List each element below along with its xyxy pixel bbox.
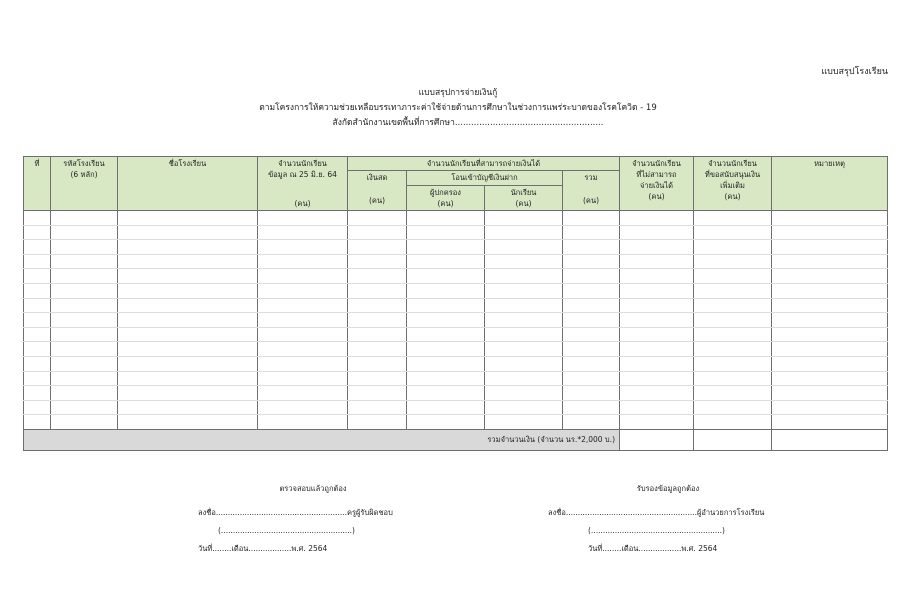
table-cell[interactable] [694, 386, 772, 401]
total-cell[interactable] [620, 429, 694, 450]
table-cell[interactable] [563, 254, 620, 269]
table-cell[interactable] [407, 400, 485, 415]
table-cell[interactable] [485, 211, 563, 226]
table-cell[interactable] [772, 342, 888, 357]
table-cell[interactable] [24, 400, 51, 415]
table-cell[interactable] [51, 400, 118, 415]
table-cell[interactable] [118, 327, 258, 342]
table-cell[interactable] [485, 298, 563, 313]
table-cell[interactable] [407, 225, 485, 240]
table-cell[interactable] [620, 269, 694, 284]
table-cell[interactable] [348, 269, 407, 284]
header-no: ที่ [24, 157, 51, 211]
table-cell[interactable] [24, 342, 51, 357]
table-cell[interactable] [694, 254, 772, 269]
table-cell[interactable] [407, 415, 485, 430]
table-cell[interactable] [772, 283, 888, 298]
table-cell[interactable] [348, 298, 407, 313]
table-cell[interactable] [24, 327, 51, 342]
table-cell[interactable] [258, 356, 348, 371]
table-cell[interactable] [348, 342, 407, 357]
table-cell[interactable] [258, 211, 348, 226]
table-cell[interactable] [118, 371, 258, 386]
table-cell[interactable] [620, 415, 694, 430]
table-cell[interactable] [563, 298, 620, 313]
table-cell[interactable] [348, 313, 407, 328]
table-cell[interactable] [407, 342, 485, 357]
table-cell[interactable] [694, 327, 772, 342]
page-subtitle: ตามโครงการให้ความช่วยเหลือบรรเทาภาระค่าใช้จ่ายด้านการศึกษาในช่วงการแพร่ระบาดของโรคโควิด - 19 [259, 103, 657, 113]
table-cell[interactable] [348, 283, 407, 298]
table-cell[interactable] [694, 371, 772, 386]
signature-block-left [198, 480, 428, 558]
table-cell[interactable] [694, 298, 772, 313]
header-extra: จำนวนนักเรียน ที่ขอสนับสนุนเงิน เพิ่มเติม (คน) [694, 157, 772, 211]
table-cell[interactable] [407, 371, 485, 386]
table-cell[interactable] [620, 225, 694, 240]
table-cell[interactable] [485, 254, 563, 269]
table-cell[interactable] [407, 313, 485, 328]
table-cell[interactable] [51, 298, 118, 313]
total-cell[interactable] [694, 429, 772, 450]
table-cell[interactable] [694, 415, 772, 430]
total-row [24, 429, 888, 450]
table-cell[interactable] [24, 298, 51, 313]
table-cell[interactable] [51, 327, 118, 342]
table-cell[interactable] [118, 211, 258, 226]
table-cell[interactable] [772, 225, 888, 240]
table-cell[interactable] [51, 269, 118, 284]
table-cell[interactable] [485, 356, 563, 371]
total-label: รวมจำนวนเงิน (จำนวน นร.*2,000 บ.) [24, 429, 620, 450]
table-cell[interactable] [258, 254, 348, 269]
table-cell[interactable] [620, 400, 694, 415]
table-cell[interactable] [620, 283, 694, 298]
table-cell[interactable] [407, 356, 485, 371]
table-cell[interactable] [118, 356, 258, 371]
table-cell[interactable] [258, 400, 348, 415]
table-cell[interactable] [620, 371, 694, 386]
table-cell[interactable] [563, 240, 620, 255]
table-cell[interactable] [485, 313, 563, 328]
table-cell[interactable] [563, 371, 620, 386]
table-cell[interactable] [620, 254, 694, 269]
table-cell[interactable] [694, 225, 772, 240]
table-cell[interactable] [24, 225, 51, 240]
table-cell[interactable] [24, 211, 51, 226]
table-cell[interactable] [51, 283, 118, 298]
table-row [24, 269, 888, 284]
table-cell[interactable] [485, 327, 563, 342]
name-line: (.......................................................) [588, 526, 725, 535]
table-cell[interactable] [51, 225, 118, 240]
table-cell[interactable] [258, 327, 348, 342]
table-cell[interactable] [24, 269, 51, 284]
table-cell[interactable] [485, 225, 563, 240]
table-cell[interactable] [694, 283, 772, 298]
table-cell[interactable] [24, 254, 51, 269]
table-cell[interactable] [118, 415, 258, 430]
table-cell[interactable] [24, 240, 51, 255]
table-row [24, 342, 888, 357]
table-cell[interactable] [694, 356, 772, 371]
table-cell[interactable] [258, 313, 348, 328]
table-cell[interactable] [772, 400, 888, 415]
table-cell[interactable] [407, 269, 485, 284]
table-cell[interactable] [118, 269, 258, 284]
table-cell[interactable] [118, 283, 258, 298]
table-cell[interactable] [407, 298, 485, 313]
table-cell[interactable] [620, 386, 694, 401]
page-title: แบบสรุปการจ่ายเงินกู้ [418, 88, 498, 98]
table-cell[interactable] [51, 415, 118, 430]
table-cell[interactable] [772, 356, 888, 371]
table-cell[interactable] [24, 283, 51, 298]
table-cell[interactable] [772, 211, 888, 226]
verify-heading: ตรวจสอบแล้วถูกต้อง [279, 484, 347, 493]
table-cell[interactable] [485, 269, 563, 284]
table-cell[interactable] [485, 342, 563, 357]
table-cell[interactable] [563, 225, 620, 240]
table-cell[interactable] [118, 386, 258, 401]
table-cell[interactable] [258, 342, 348, 357]
table-cell[interactable] [348, 386, 407, 401]
table-cell[interactable] [118, 254, 258, 269]
table-cell[interactable] [563, 386, 620, 401]
table-cell[interactable] [772, 327, 888, 342]
table-cell[interactable] [24, 371, 51, 386]
table-cell[interactable] [348, 415, 407, 430]
table-cell[interactable] [485, 415, 563, 430]
table-row [24, 371, 888, 386]
table-cell[interactable] [51, 342, 118, 357]
table-cell[interactable] [407, 240, 485, 255]
table-cell[interactable] [563, 327, 620, 342]
table-row [24, 283, 888, 298]
table-cell[interactable] [51, 211, 118, 226]
table-cell[interactable] [118, 313, 258, 328]
table-cell[interactable] [772, 371, 888, 386]
table-cell[interactable] [485, 400, 563, 415]
table-cell[interactable] [258, 269, 348, 284]
table-row [24, 356, 888, 371]
table-cell[interactable] [563, 400, 620, 415]
table-cell[interactable] [620, 298, 694, 313]
table-cell[interactable] [772, 415, 888, 430]
header-transfer-group: โอนเข้าบัญชีเงินฝาก [407, 171, 563, 186]
table-cell[interactable] [694, 269, 772, 284]
table-cell[interactable] [118, 225, 258, 240]
table-cell[interactable] [772, 313, 888, 328]
table-cell[interactable] [407, 327, 485, 342]
table-cell[interactable] [772, 298, 888, 313]
table-cell[interactable] [51, 254, 118, 269]
table-cell[interactable] [563, 313, 620, 328]
table-cell[interactable] [348, 356, 407, 371]
table-cell[interactable] [258, 298, 348, 313]
header-unpaid: จำนวนนักเรียน ที่ไม่สามารถ จ่ายเงินได้ (คน) [620, 157, 694, 211]
table-cell[interactable] [563, 211, 620, 226]
table-cell[interactable] [51, 356, 118, 371]
table-cell[interactable] [348, 371, 407, 386]
table-cell[interactable] [258, 283, 348, 298]
table-cell[interactable] [620, 356, 694, 371]
table-cell[interactable] [258, 371, 348, 386]
signature-line: ลงชื่อ.......................................................ครูผู้รับผิดชอบ [198, 508, 393, 517]
table-cell[interactable] [694, 313, 772, 328]
table-cell[interactable] [51, 313, 118, 328]
table-cell[interactable] [485, 371, 563, 386]
table-cell[interactable] [258, 415, 348, 430]
table-cell[interactable] [24, 356, 51, 371]
table-row [24, 400, 888, 415]
table-cell[interactable] [348, 240, 407, 255]
table-cell[interactable] [348, 225, 407, 240]
header-cash: เงินสด (คน) [348, 171, 407, 211]
table-row [24, 298, 888, 313]
table-cell[interactable] [348, 400, 407, 415]
table-cell[interactable] [258, 386, 348, 401]
table-cell[interactable] [118, 342, 258, 357]
title-block [0, 86, 916, 131]
table-cell[interactable] [118, 400, 258, 415]
table-row [24, 225, 888, 240]
table-cell[interactable] [485, 283, 563, 298]
date-line: วันที่........เดือน..................พ.ศ. 2564 [198, 544, 328, 553]
table-cell[interactable] [407, 386, 485, 401]
table-cell[interactable] [772, 269, 888, 284]
table-cell[interactable] [24, 386, 51, 401]
table-cell[interactable] [563, 269, 620, 284]
table-cell[interactable] [485, 386, 563, 401]
table-cell[interactable] [118, 240, 258, 255]
table-cell[interactable] [407, 254, 485, 269]
table-cell[interactable] [772, 386, 888, 401]
table-cell[interactable] [620, 342, 694, 357]
table-cell[interactable] [485, 240, 563, 255]
table-cell[interactable] [772, 254, 888, 269]
table-cell[interactable] [407, 211, 485, 226]
table-body [24, 211, 888, 451]
table-cell[interactable] [694, 400, 772, 415]
name-line: (.......................................................) [218, 526, 355, 535]
header-remark: หมายเหตุ [772, 157, 888, 211]
total-cell[interactable] [772, 429, 888, 450]
header-school-code: รหัสโรงเรียน (6 หลัก) [51, 157, 118, 211]
date-line: วันที่........เดือน..................พ.ศ. 2564 [588, 544, 718, 553]
table-row [24, 254, 888, 269]
summary-table [23, 156, 888, 451]
header-students: จำนวนนักเรียน ข้อมูล ณ 25 มิ.ย. 64 (คน) [258, 157, 348, 211]
table-cell[interactable] [563, 415, 620, 430]
certify-heading: รับรองข้อมูลถูกต้อง [636, 484, 700, 493]
table-cell[interactable] [563, 342, 620, 357]
table-cell[interactable] [51, 386, 118, 401]
table-cell[interactable] [348, 254, 407, 269]
table-cell[interactable] [348, 327, 407, 342]
table-cell[interactable] [51, 371, 118, 386]
table-cell[interactable] [694, 211, 772, 226]
table-row [24, 415, 888, 430]
table-cell[interactable] [694, 240, 772, 255]
table-row [24, 386, 888, 401]
table-cell[interactable] [563, 283, 620, 298]
table-cell[interactable] [694, 342, 772, 357]
signature-line: ลงชื่อ.......................................................ผู้อำนวยการโรงเรียน [548, 508, 765, 517]
table-cell[interactable] [118, 298, 258, 313]
table-row [24, 240, 888, 255]
table-row [24, 327, 888, 342]
header-sum: รวม (คน) [563, 171, 620, 211]
agency-line: สังกัดสำนักงานเขตพื้นที่การศึกษา....................................................... [332, 118, 604, 128]
table-cell[interactable] [51, 240, 118, 255]
header-payable-group: จำนวนนักเรียนที่สามารถจ่ายเงินได้ [348, 157, 620, 171]
table-row [24, 211, 888, 226]
table-cell[interactable] [620, 327, 694, 342]
table-cell[interactable] [407, 283, 485, 298]
table-cell[interactable] [772, 240, 888, 255]
table-cell[interactable] [620, 313, 694, 328]
form-name: แบบสรุปโรงเรียน [821, 67, 888, 77]
table-cell[interactable] [24, 313, 51, 328]
header-school-name: ชื่อโรงเรียน [118, 157, 258, 211]
header-guardian: ผู้ปกครอง (คน) [407, 186, 485, 211]
table-cell[interactable] [258, 225, 348, 240]
table-cell[interactable] [24, 415, 51, 430]
table-cell[interactable] [258, 240, 348, 255]
table-row [24, 313, 888, 328]
table-cell[interactable] [348, 211, 407, 226]
header-student: นักเรียน (คน) [485, 186, 563, 211]
signature-block-right [548, 480, 788, 558]
table-cell[interactable] [563, 356, 620, 371]
table-cell[interactable] [620, 211, 694, 226]
table-cell[interactable] [620, 240, 694, 255]
